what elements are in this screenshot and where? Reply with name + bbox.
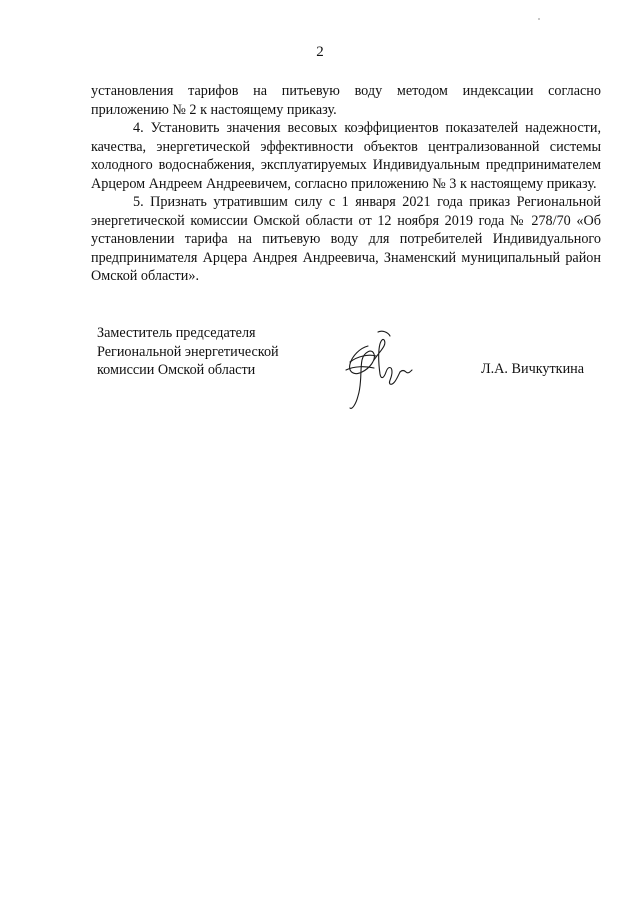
signer-title	[97, 324, 279, 380]
handwritten-signature	[338, 326, 418, 416]
document-body	[91, 82, 601, 286]
signer-title-line: Заместитель председателя	[97, 325, 256, 341]
signer-name: Л.А. Вичкуткина	[481, 361, 585, 377]
paragraph-item-4: 4. Установить значения весовых коэффициентов показателей надежности, качества, энергетической эффективности объектов централизованной системы холодного водоснабжения, эксплуатируемых Индивидуальным предпринимателем Арцером Андреем Андреевичем, согласно приложению № 3 к настоящему приказу.	[91, 120, 601, 192]
scan-dot	[538, 18, 540, 20]
signature-block	[91, 320, 611, 420]
signer-title-line: Региональной энергетической	[97, 343, 279, 360]
page-number: 2	[316, 44, 324, 60]
signer-title-line: комиссии Омской области	[97, 362, 256, 378]
paragraph-item-5: 5. Признать утратившим силу с 1 января 2021 года приказ Региональной энергетической комиссии Омской области от 12 ноября 2019 года № 278/70 «Об установлении тарифа на питьевую воду для потребителей Индивидуального предпринимателя Арцера Андрея Андреевича, Знаменский муниципальный район Омской области».	[91, 194, 601, 284]
paragraph-continuation: установления тарифов на питьевую воду методом индексации согласно приложению № 2 к настоящему приказу.	[91, 83, 601, 118]
